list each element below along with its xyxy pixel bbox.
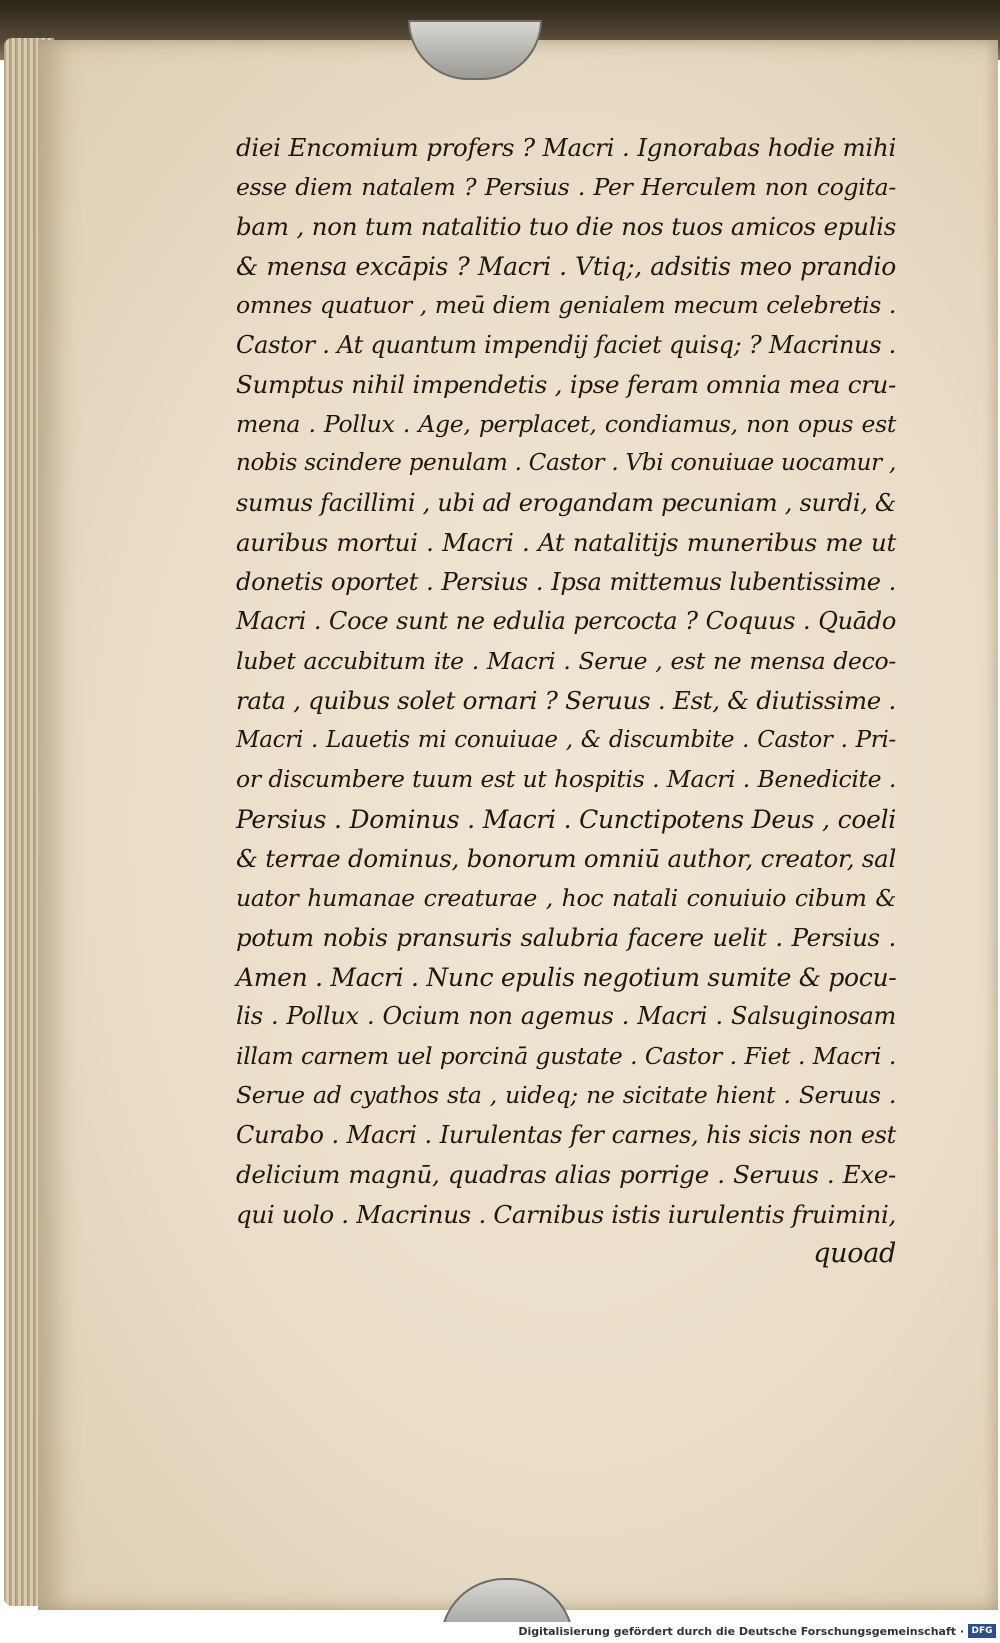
page-text bbox=[236, 128, 896, 1274]
text-line: & mensa excāpis ? Macri . Vtiq;, adsitis meo prandio bbox=[236, 251, 896, 281]
text-line: Macri . Coce sunt ne edulia percocta ? Coquus . Quādo bbox=[236, 607, 896, 635]
text-line: or discumbere tuum est ut hospitis . Macri . Benedicite . bbox=[236, 765, 896, 793]
text-line: potum nobis pransuris salubria facere uelit . Persius . bbox=[236, 923, 896, 952]
text-line: Castor . At quantum impendij faciet quisq; ? Macrinus . bbox=[236, 330, 896, 359]
text-line: Macri . Lauetis mi conuiuae , & discumbite . Castor . Pri- bbox=[236, 726, 896, 753]
text-line: illam carnem uel porcinā gustate . Castor . Fiet . Macri . bbox=[236, 1041, 896, 1070]
text-line: auribus mortui . Macri . At natalitijs muneribus me ut bbox=[236, 528, 896, 557]
text-line: nobis scindere penulam . Castor . Vbi conuiuae uocamur , bbox=[236, 450, 896, 476]
text-line: Amen . Macri . Nunc epulis negotium sumite & pocu- bbox=[236, 962, 897, 992]
text-line: diei Encomium profers ? Macri . Ignorabas hodie mihi bbox=[236, 133, 896, 162]
text-line: Curabo . Macri . Iurulentas fer carnes, his sicis non est bbox=[236, 1120, 896, 1149]
text-line: delicium magnū, quadras alias porrige . Seruus . Exe- bbox=[236, 1160, 896, 1189]
text-line: esse diem natalem ? Persius . Per Herculem non cogita- bbox=[236, 172, 896, 201]
text-line: donetis oportet . Persius . Ipsa mittemus lubentissime . bbox=[236, 567, 896, 596]
text-line: & terrae dominus, bonorum omniū author, creator, sal bbox=[236, 844, 896, 873]
text-line: uator humanae creaturae , hoc natali conuiuio cibum & bbox=[236, 883, 896, 912]
funding-credit: Digitalisierung gefördert durch die Deutsche Forschungsgemeinschaft · bbox=[518, 1625, 964, 1638]
text-line: Sumptus nihil impendetis , ipse feram omnia mea cru- bbox=[236, 370, 896, 399]
text-line: omnes quatuor , meū diem genialem mecum celebretis . bbox=[236, 291, 896, 319]
text-line: qui uolo . Macrinus . Carnibus istis iurulentis fruimini, bbox=[236, 1199, 897, 1229]
text-line: sumus facillimi , ubi ad erogandam pecuniam , surdi, & bbox=[236, 488, 896, 517]
text-line: rata , quibus solet ornari ? Seruus . Est, & diutissime . bbox=[236, 686, 896, 715]
text-line: bam , non tum natalitio tuo die nos tuos amicos epulis bbox=[236, 212, 896, 241]
catchword: quoad bbox=[813, 1238, 896, 1269]
text-line: Persius . Dominus . Macri . Cunctipotens Deus , coeli bbox=[236, 804, 896, 834]
text-line: lubet accubitum ite . Macri . Serue , est ne mensa deco- bbox=[236, 646, 896, 675]
text-line: lis . Pollux . Ocium non agemus . Macri . Salsuginosam bbox=[236, 1002, 896, 1030]
text-line: mena . Pollux . Age, perplacet, condiamus, non opus est bbox=[236, 409, 896, 438]
text-line: Serue ad cyathos sta , uideq; ne sicitate hient . Seruus . bbox=[236, 1081, 896, 1109]
dfg-logo: DFG bbox=[968, 1624, 996, 1638]
